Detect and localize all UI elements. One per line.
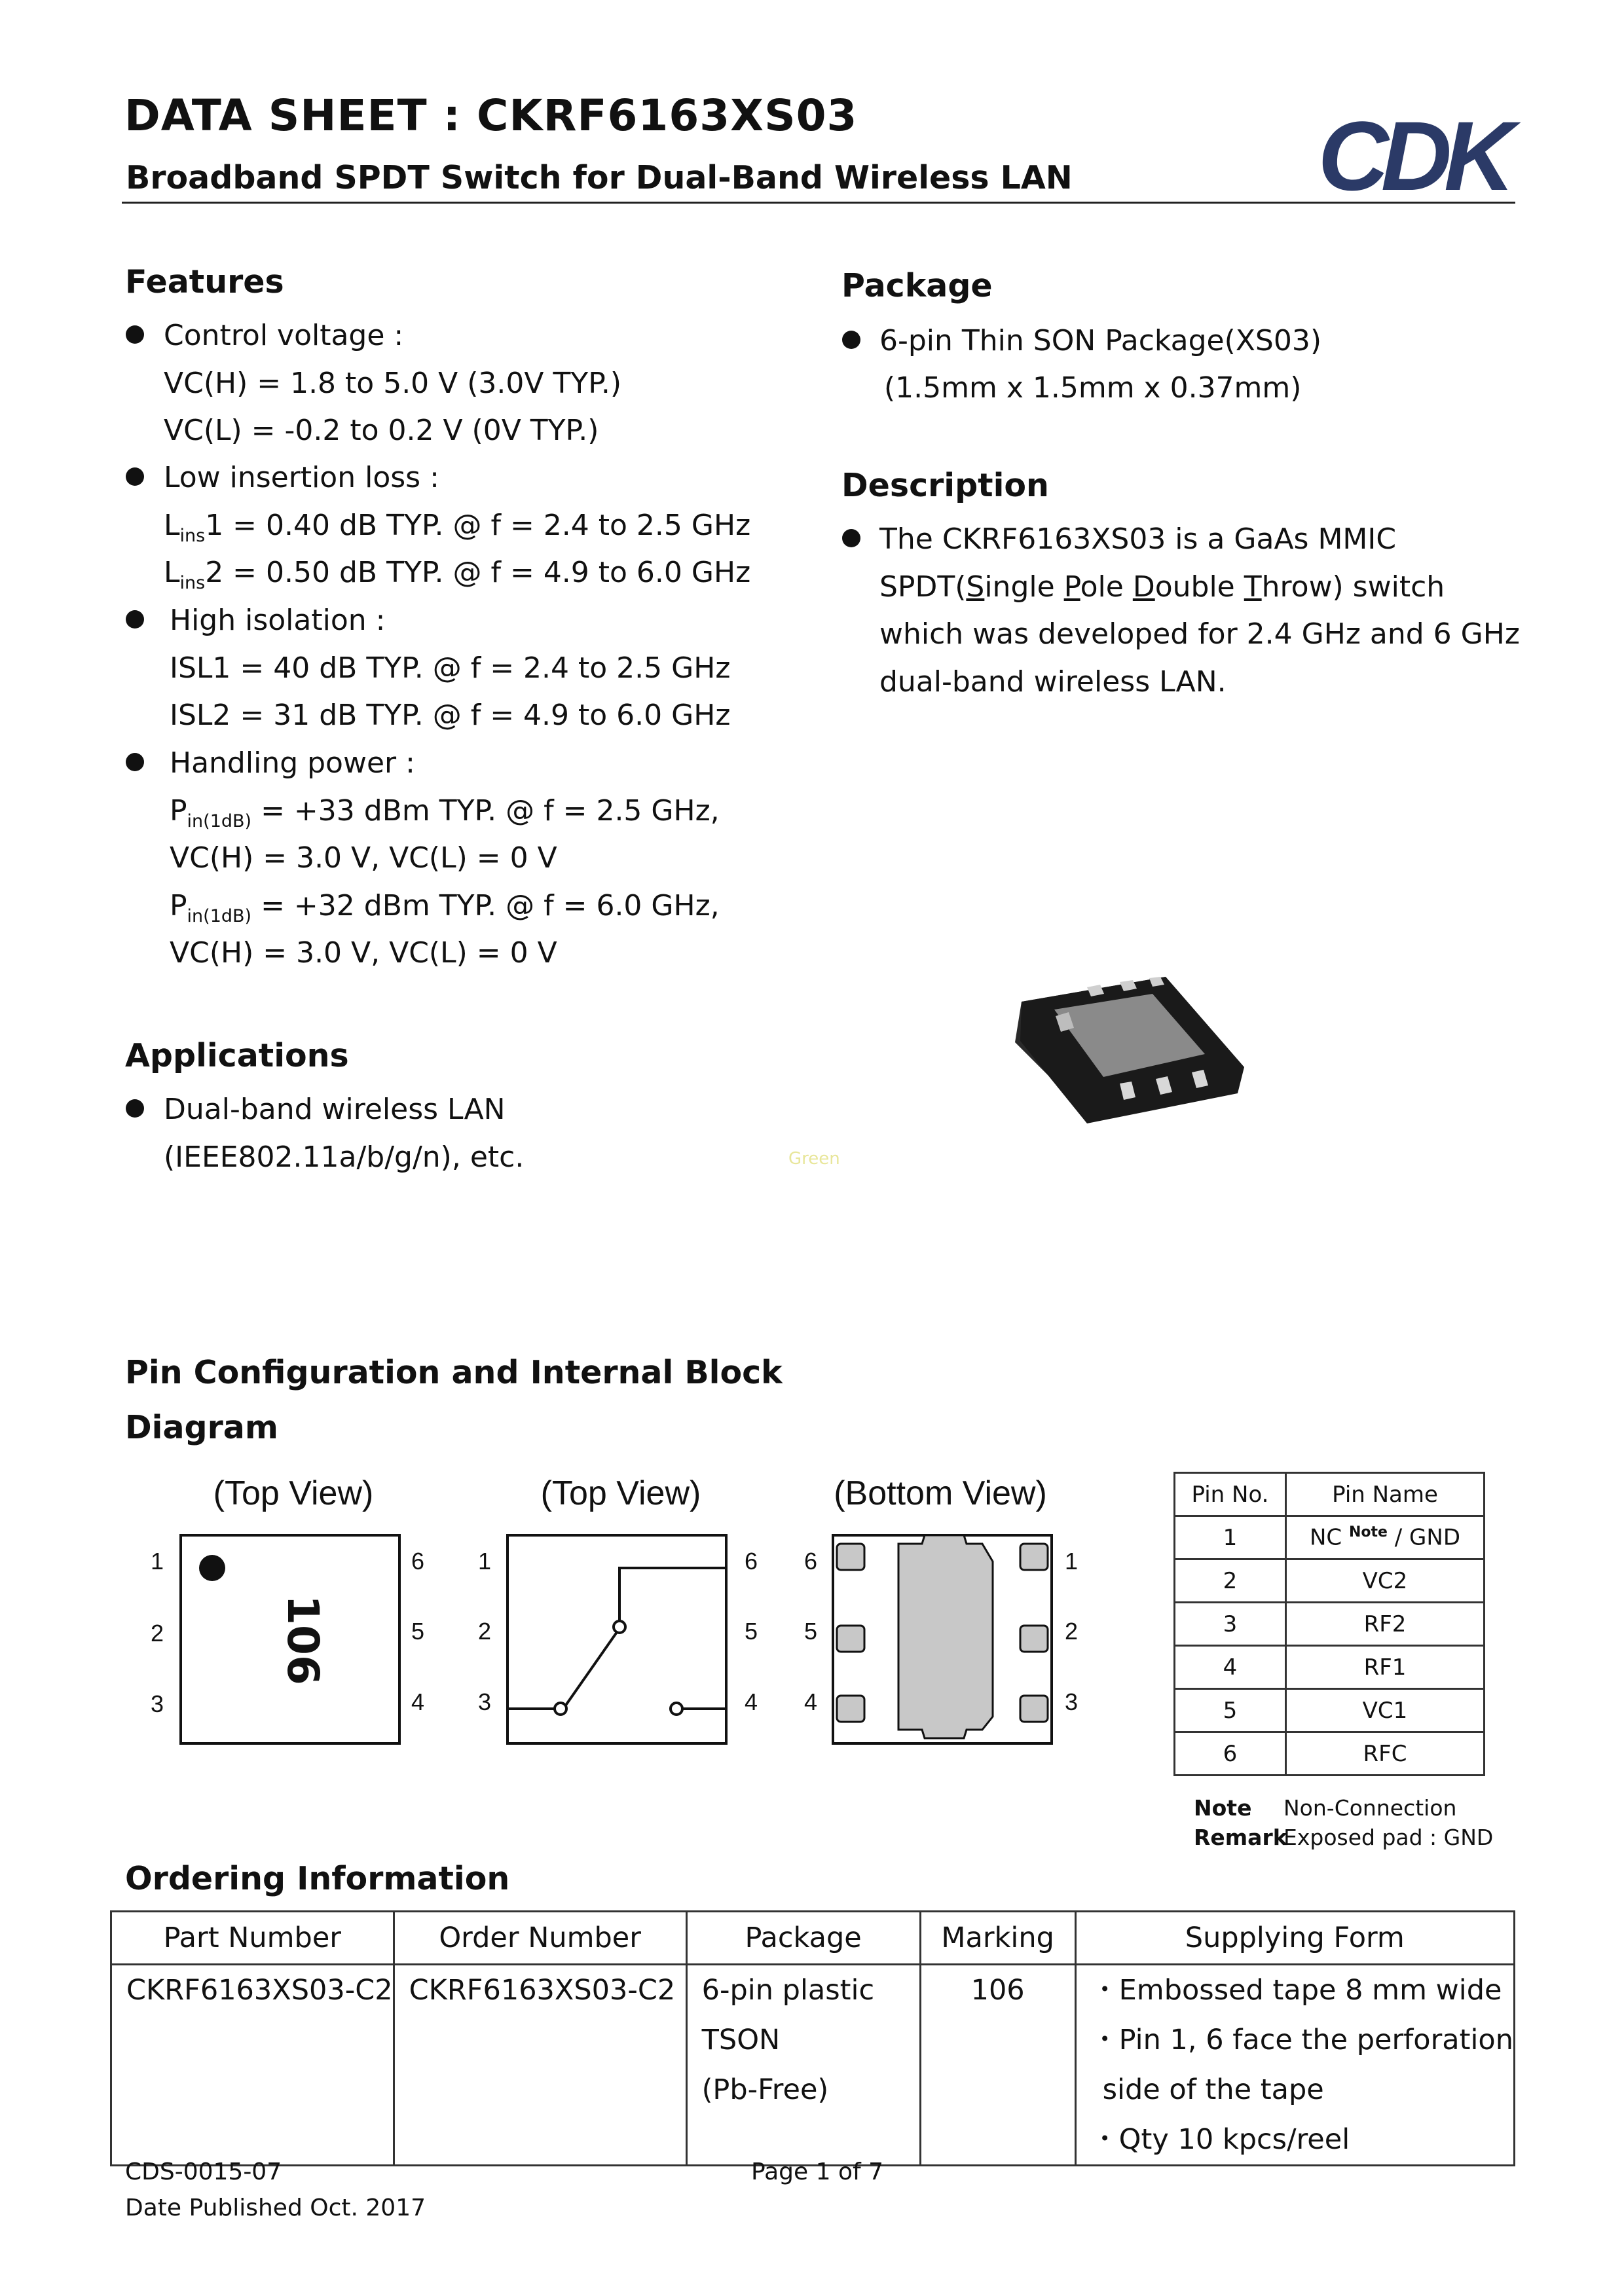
table-row: 4 RF1 xyxy=(1175,1646,1485,1689)
chip-marking: 106 xyxy=(278,1595,328,1685)
note-label: Note xyxy=(1194,1795,1252,1821)
pin-table xyxy=(1173,1472,1485,1776)
svg-text:3: 3 xyxy=(150,1690,164,1717)
pin-config-heading: Pin Configuration and Internal Block xyxy=(125,1354,783,1391)
cdk-logo xyxy=(1304,113,1521,200)
publish-date: Date Published Oct. 2017 xyxy=(125,2195,426,2221)
header-divider xyxy=(122,202,1515,204)
svg-text:1: 1 xyxy=(1064,1548,1079,1575)
ordering-heading: Ordering Information xyxy=(125,1860,510,1897)
feature-control-voltage: Control voltage : xyxy=(164,319,404,352)
note-text: Non-Connection xyxy=(1283,1795,1457,1821)
table-row: 1 NC $^{Note}$ / GND xyxy=(1175,1516,1485,1559)
svg-text:6: 6 xyxy=(411,1548,425,1575)
features-heading: Features xyxy=(125,263,284,301)
feature-lins2: $L_{ins}2 = 0.50$ dB TYP. @ f = 4.9 to 6.0 GHz xyxy=(164,556,751,593)
feature-pin2: $P_{in(1dB)} = +32$ dBm TYP. @ f = 6.0 GHz, xyxy=(170,889,720,926)
document-title: DATA SHEET : CKRF6163XS03 xyxy=(124,90,858,141)
bullet-icon xyxy=(842,529,860,547)
pin-table-header xyxy=(1175,1473,1485,1516)
svg-text:4: 4 xyxy=(411,1688,425,1715)
description-line-1: The CKRF6163XS03 is a GaAs MMIC xyxy=(879,522,1397,556)
svg-text:4: 4 xyxy=(744,1688,758,1715)
table-row: 6 RFC xyxy=(1175,1732,1485,1776)
svg-text:2: 2 xyxy=(477,1618,492,1645)
feature-pin1: $P_{in(1dB)} = +33$ dBm TYP. @ f = 2.5 GHz, xyxy=(170,794,720,831)
description-line-4: dual-band wireless LAN. xyxy=(879,665,1227,699)
applications-heading: Applications xyxy=(125,1037,349,1074)
table-row: CKRF6163XS03-C2 CKRF6163XS03-C2 6-pin plastic TSON (Pb-Free) 106 ・Embossed tape 8 mm wide ・Pin 1, 6 face the perforation side of the tape ・Qty 10 kpcs/reel xyxy=(111,1965,1515,2166)
view-label-top-1: (Top View) xyxy=(213,1474,374,1512)
page-number: Page 1 of 7 xyxy=(751,2159,883,2185)
package-type: 6-pin Thin SON Package(XS03) xyxy=(879,324,1321,357)
description-line-3: which was developed for 2.4 GHz and 6 GHz xyxy=(879,617,1520,651)
package-photo xyxy=(1008,969,1257,1133)
feature-pin2-condition: VC(H) = 3.0 V, VC(L) = 0 V xyxy=(170,936,557,970)
svg-text:5: 5 xyxy=(803,1618,818,1645)
table-row: 5 VC1 xyxy=(1175,1689,1485,1732)
svg-text:5: 5 xyxy=(411,1618,425,1645)
application-item: Dual-band wireless LAN xyxy=(164,1093,506,1126)
svg-text:4: 4 xyxy=(803,1688,818,1715)
green-mark: Green xyxy=(788,1149,840,1169)
feature-vch: VC(H) = 1.8 to 5.0 V (3.0V TYP.) xyxy=(164,367,622,400)
feature-pin1-condition: VC(H) = 3.0 V, VC(L) = 0 V xyxy=(170,841,557,875)
feature-lins1: $L_{ins}1 = 0.40$ dB TYP. @ f = 2.4 to 2.5 GHz xyxy=(164,509,751,546)
package-heading: Package xyxy=(841,267,993,304)
document-number: CDS-0015-07 xyxy=(125,2159,282,2185)
feature-isl1: ISL1 = 40 dB TYP. @ f = 2.4 to 2.5 GHz xyxy=(170,651,731,685)
pin1-dot-icon xyxy=(199,1555,225,1581)
pin-diagrams xyxy=(124,1467,1094,1755)
pin-config-heading-2: Diagram xyxy=(125,1409,278,1446)
bullet-icon xyxy=(126,753,144,771)
svg-text:3: 3 xyxy=(477,1688,492,1715)
svg-text:2: 2 xyxy=(1064,1618,1079,1645)
ordering-table xyxy=(110,1910,1515,2166)
bullet-icon xyxy=(126,467,144,486)
svg-text:2: 2 xyxy=(150,1620,164,1647)
svg-text:6: 6 xyxy=(744,1548,758,1575)
logo-text: CDK xyxy=(1318,113,1507,200)
feature-vcl: VC(L) = -0.2 to 0.2 V (0V TYP.) xyxy=(164,414,599,447)
pin-no-header: Pin No. xyxy=(1175,1473,1286,1516)
svg-text:1: 1 xyxy=(477,1548,492,1575)
description-line-2: SPDT(Single Pole Double Throw) switch xyxy=(879,570,1445,604)
document-subtitle: Broadband SPDT Switch for Dual-Band Wireless LAN xyxy=(126,159,1073,196)
svg-text:6: 6 xyxy=(803,1548,818,1575)
bullet-icon xyxy=(126,610,144,629)
view-label-bottom: (Bottom View) xyxy=(834,1474,1047,1512)
table-row: 3 RF2 xyxy=(1175,1603,1485,1646)
chip-outline-block xyxy=(507,1535,726,1743)
svg-text:1: 1 xyxy=(150,1548,164,1575)
remark-text: Exposed pad : GND xyxy=(1283,1825,1494,1850)
bullet-icon xyxy=(842,331,860,349)
application-standards: (IEEE802.11a/b/g/n), etc. xyxy=(164,1140,525,1174)
bullet-icon xyxy=(126,325,144,344)
feature-insertion-loss: Low insertion loss : xyxy=(164,461,439,494)
feature-isl2: ISL2 = 31 dB TYP. @ f = 4.9 to 6.0 GHz xyxy=(170,699,731,732)
table-row: 2 VC2 xyxy=(1175,1559,1485,1603)
exposed-pad xyxy=(898,1535,993,1738)
feature-handling-power: Handling power : xyxy=(170,746,415,780)
svg-text:3: 3 xyxy=(1064,1688,1079,1715)
bullet-icon xyxy=(126,1099,144,1118)
ordering-table-header: Part Number Order Number Package Marking Supplying Form xyxy=(111,1912,1515,1965)
view-label-top-2: (Top View) xyxy=(540,1474,701,1512)
remark-label: Remark xyxy=(1194,1825,1287,1850)
svg-text:5: 5 xyxy=(744,1618,758,1645)
description-heading: Description xyxy=(841,467,1049,504)
pin-name-header: Pin Name xyxy=(1286,1473,1485,1516)
feature-isolation: High isolation : xyxy=(170,604,386,637)
package-dimensions: (1.5mm x 1.5mm x 0.37mm) xyxy=(884,371,1302,405)
